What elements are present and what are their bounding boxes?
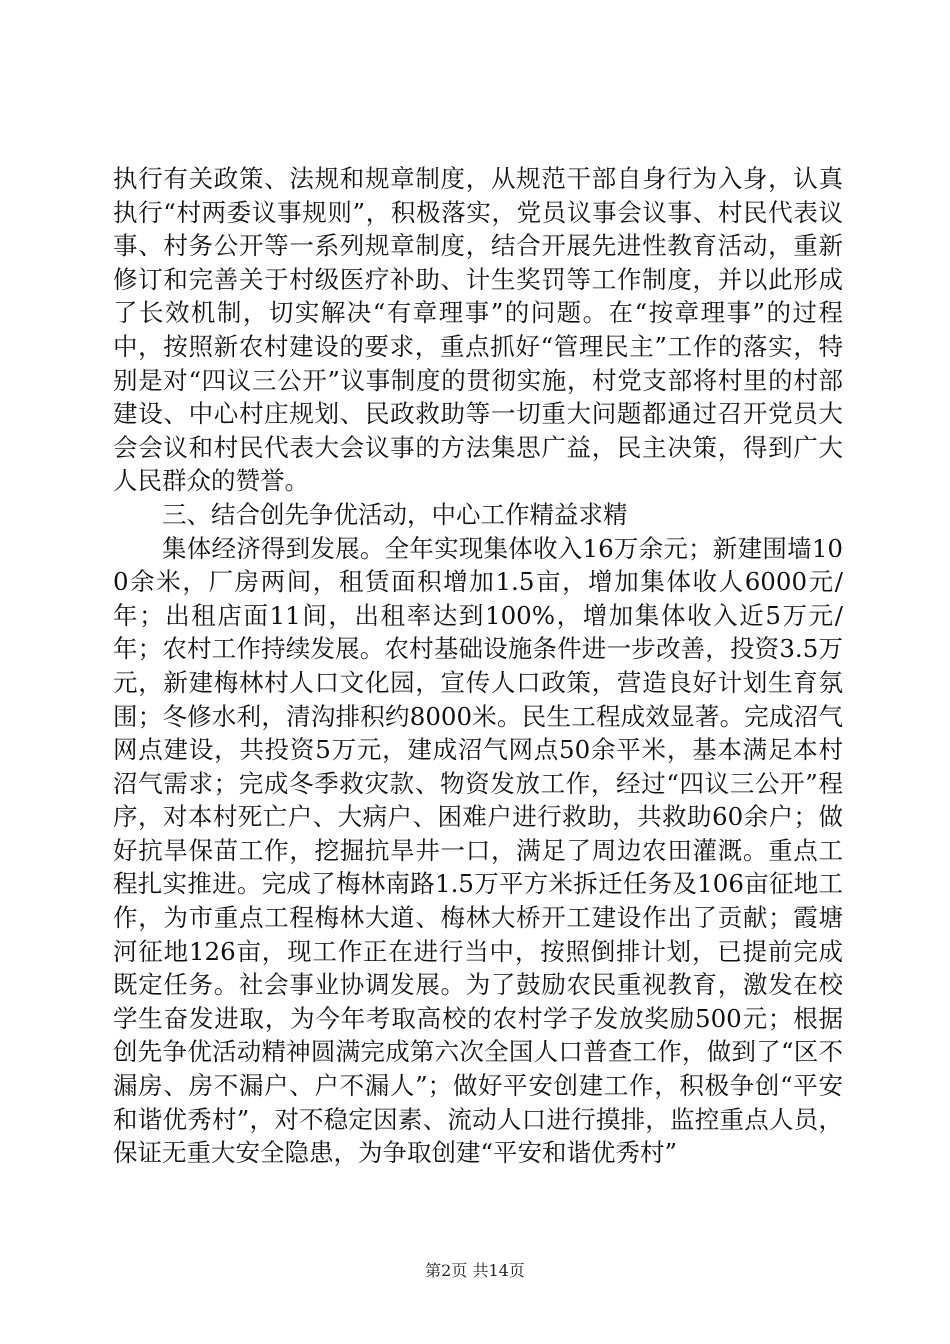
paragraph-collective-economy: 集体经济得到发展。全年实现集体收入16万余元；新建围墙100余米，厂房两间，租赁面积增加1.5亩，增加集体收人6000元/年；出租店面11间，出租率达到100%，增加集体收入近5万元/年；农村工作持续发展。农村基础设施条件进一步改善，投资3.5万元，新建梅林村人口文化园，宣传人口政策，营造良好计划生育氛围；冬修水利，清沟排积约8000米。民生工程成效显著。完成沼气网点建设，共投资5万元，建成沼气网点50余平米，基本满足本村沼气需求；完成冬季救灾款、物资发放工作，经过“四议三公开”程序，对本村死亡户、大病户、困难户进行救助，共救助60余户；做好抗旱保苗工作，挖掘抗旱井一口，满足了周边农田灌溉。重点工程扎实推进。完成了梅林南路1.5万平方米拆迁任务及106亩征地工作，为市重点工程梅林大道、梅林大桥开工建设作出了贡献；霞塘河征地126亩，现工作正在进行当中，按照倒排计划，已提前完成既定任务。社会事业协调发展。为了鼓励农民重视教育，激发在校学生奋发进取，为今年考取高校的农村学子发放奖励500元；根据创先争优活动精神圆满完成第六次全国人口普查工作，做到了“区不漏房、房不漏户、户不漏人”；做好平安创建工作，积极争创“平安和谐优秀村”，对不稳定因素、流动人口进行摸排，监控重点人员，保证无重大安全隐患，为争取创建“平安和谐优秀村” <box>113 533 843 1168</box>
section-heading: 三、结合创先争优活动，中心工作精益求精 <box>162 499 628 529</box>
page-footer: 第2页 共14页 <box>425 1261 525 1280</box>
body-text <box>113 162 843 1170</box>
paragraph-continuation: 执行有关政策、法规和规章制度，从规范干部自身行为入身，认真执行“村两委议事规则”，积极落实，党员议事会议事、村民代表议事、村务公开等一系列规章制度，结合开展先进性教育活动，重新修订和完善关于村级医疗补助、计生奖罚等工作制度，并以此形成了长效机制，切实解决“有章理事”的问题。在“按章理事”的过程中，按照新农村建设的要求，重点抓好“管理民主”工作的落实，特别是对“四议三公开”议事制度的贯彻实施，村党支部将村里的村部建设、中心村庄规划、民政救助等一切重大问题都通过召开党员大会会议和村民代表大会议事的方法集思广益，民主决策，得到广大人民群众的赞誉。 <box>113 164 843 496</box>
